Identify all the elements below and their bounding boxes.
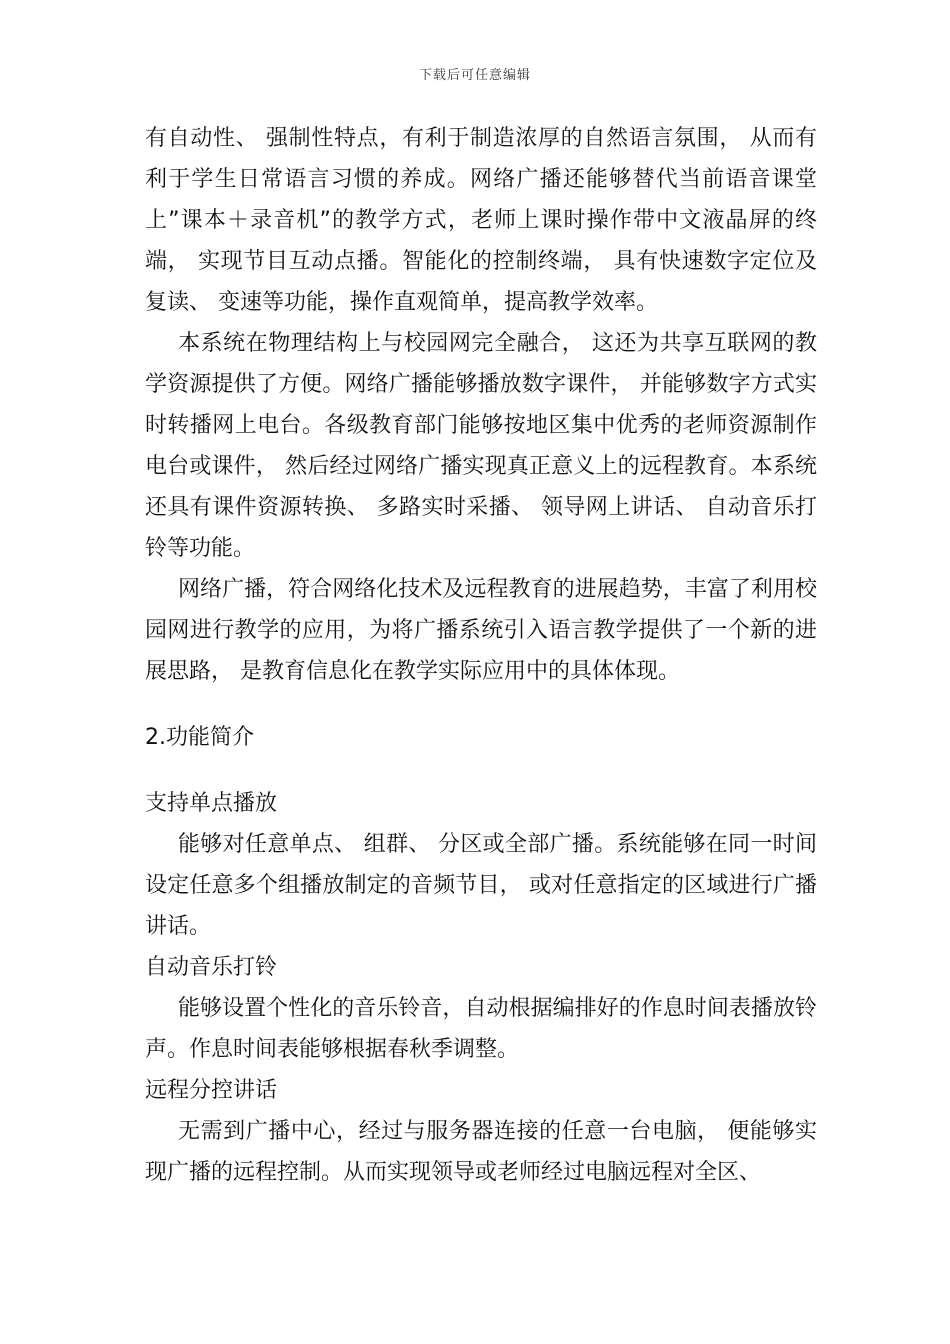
paragraph-2: 本系统在物理结构上与校园网完全融合， 这还为共享互联网的教学资源提供了方便。网络广播能够播放数字课件， 并能够数字方式实时转播网上电台。各级教育部门能够按地区集中优秀的老师资源制作电台或课件， 然后经过网络广播实现真正意义上的远程教育。本系统还具有课件资源转换、 多路实时采播、 领导网上讲话、 自动音乐打铃等功能。 xyxy=(145,331,817,561)
document-body xyxy=(145,118,817,1193)
feature-title-auto-bell: 自动音乐打铃 xyxy=(145,955,278,980)
feature-title-single-point: 支持单点播放 xyxy=(145,791,278,816)
feature-title-remote-talk: 远程分控讲话 xyxy=(145,1078,278,1103)
feature-text-auto-bell: 能够设置个性化的音乐铃音，自动根据编排好的作息时间表播放铃声。作息时间表能够根据春秋季调整。 xyxy=(145,996,817,1062)
feature-text-remote-talk: 无需到广播中心，经过与服务器连接的任意一台电脑， 便能够实现广播的远程控制。从而实现领导或老师经过电脑远程对全区、 xyxy=(145,1119,817,1185)
feature-text-single-point: 能够对任意单点、 组群、 分区或全部广播。系统能够在同一时间设定任意多个组播放制定的音频节目， 或对任意指定的区域进行广播讲话。 xyxy=(145,832,817,939)
paragraph-1: 有自动性、 强制性特点，有利于制造浓厚的自然语言氛围， 从而有利于学生日常语言习惯的养成。网络广播还能够替代当前语音课堂上”课本＋录音机”的教学方式，老师上课时操作带中文液晶屏的终端， 实现节目互动点播。智能化的控制终端， 具有快速数字定位及复读、 变速等功能，操作直观简单，提高教学效率。 xyxy=(145,126,817,315)
section-title: 2.功能简介 xyxy=(145,725,254,750)
paragraph-3: 网络广播，符合网络化技术及远程教育的进展趋势，丰富了利用校园网进行教学的应用，为将广播系统引入语言教学提供了一个新的进展思路， 是教育信息化在教学实际应用中的具体体现。 xyxy=(145,577,817,684)
page-header-note: 下载后可任意编辑 xyxy=(418,68,531,83)
